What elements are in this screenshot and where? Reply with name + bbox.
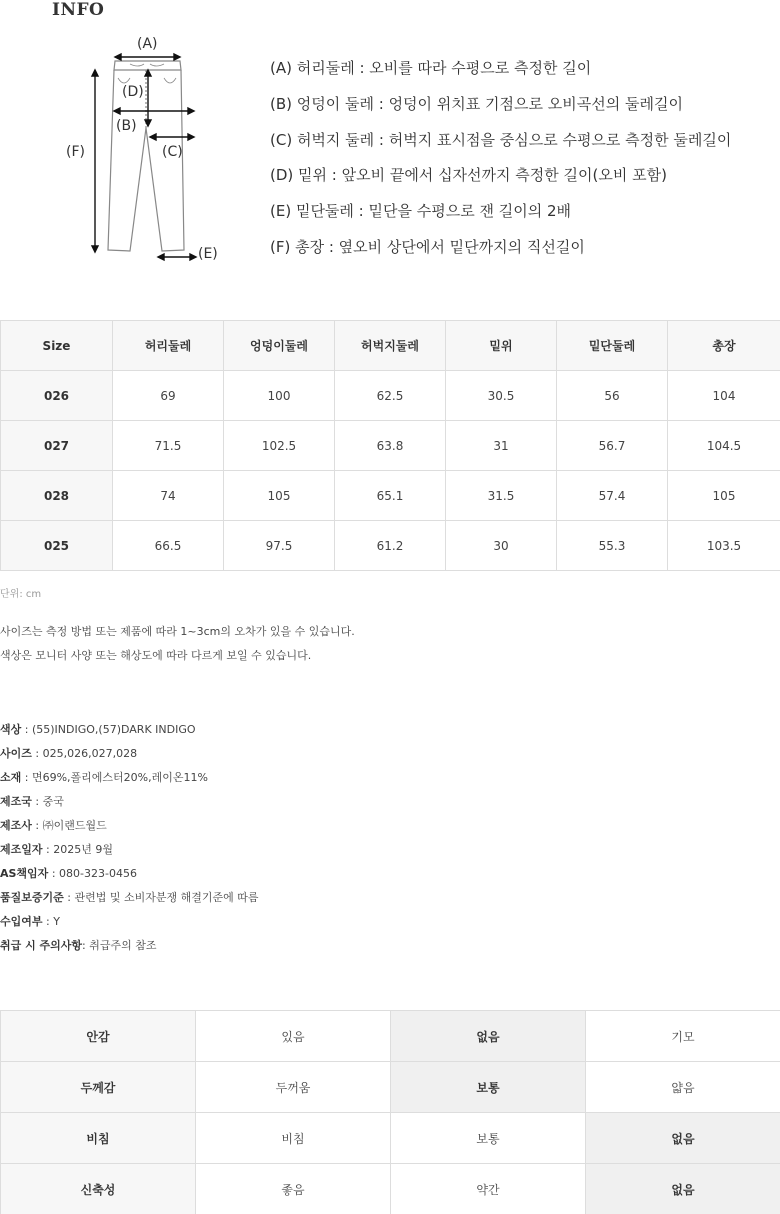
legend-item-b: (B) 엉덩이 둘레 : 엉덩이 위치표 기점으로 오비곡선의 둘레길이 (270, 94, 683, 113)
header-hip: 엉덩이둘레 (224, 321, 335, 371)
spec-row: 품질보증기준 : 관련법 및 소비자분쟁 해결기준에 따름 (0, 891, 259, 904)
page-title: INFO (52, 0, 105, 20)
table-cell: 104.5 (668, 421, 780, 471)
spec-value: 080-323-0456 (59, 867, 137, 880)
feel-option: 있음 (196, 1011, 391, 1062)
spec-value: 취급주의 참조 (89, 939, 157, 952)
table-cell: 62.5 (335, 371, 446, 421)
product-specs (0, 722, 258, 962)
table-cell: 74 (113, 471, 224, 521)
header-size: Size (1, 321, 113, 371)
legend-item-d: (D) 밑위 : 앞오비 끝에서 십자선까지 측정한 길이(오비 포함) (270, 166, 667, 185)
table-cell: 56 (557, 371, 668, 421)
legend-item-e: (E) 밑단둘레 : 밑단을 수평으로 잰 길이의 2배 (270, 202, 571, 221)
size-table (0, 320, 780, 571)
measurement-legend (270, 57, 731, 272)
table-cell: 31.5 (446, 471, 557, 521)
spec-value: ㈜이랜드월드 (42, 819, 107, 832)
table-cell: 66.5 (113, 521, 224, 571)
feel-option-selected: 없음 (586, 1164, 780, 1214)
table-cell: 104 (668, 371, 780, 421)
note-line: 사이즈는 측정 방법 또는 제품에 따라 1~3cm의 오차가 있을 수 있습니다. (0, 625, 355, 638)
spec-row: 색상 : (55)INDIGO,(57)DARK INDIGO (0, 723, 196, 736)
table-row (1, 371, 780, 421)
feel-option: 보통 (391, 1113, 586, 1164)
spec-value: 중국 (42, 795, 64, 808)
feel-option-selected: 없음 (586, 1113, 780, 1164)
spec-row: 취급 시 주의사항: 취급주의 참조 (0, 939, 157, 952)
feel-label: 두께감 (1, 1062, 196, 1113)
spec-key: 수입여부 (0, 915, 43, 928)
spec-key: 색상 (0, 723, 22, 736)
feel-label: 비침 (1, 1113, 196, 1164)
feel-row-lining (1, 1011, 780, 1062)
spec-row: 제조사 : ㈜이랜드월드 (0, 819, 107, 832)
diagram-label-b: (B) (116, 118, 137, 134)
size-cell: 027 (1, 421, 113, 471)
diagram-label-d: (D) (122, 84, 144, 100)
size-cell: 025 (1, 521, 113, 571)
table-cell: 102.5 (224, 421, 335, 471)
unit-note: 단위: cm (0, 589, 42, 600)
size-table-header (1, 321, 780, 371)
spec-row: 제조국 : 중국 (0, 795, 64, 808)
diagram-label-f: (F) (66, 144, 85, 160)
table-cell: 55.3 (557, 521, 668, 571)
spec-key: 품질보증기준 (0, 891, 64, 904)
table-cell: 57.4 (557, 471, 668, 521)
note-line: 색상은 모니터 사양 또는 해상도에 따라 다르게 보일 수 있습니다. (0, 649, 312, 662)
legend-item-c: (C) 허벅지 둘레 : 허벅지 표시점을 중심으로 수평으로 측정한 둘레길이 (270, 130, 732, 149)
table-cell: 105 (668, 471, 780, 521)
legend-item-a: (A) 허리둘레 : 오비를 따라 수평으로 측정한 길이 (270, 59, 592, 77)
header-thigh: 허벅지둘레 (335, 321, 446, 371)
table-cell: 31 (446, 421, 557, 471)
feel-option: 얇음 (586, 1062, 780, 1113)
spec-row: 사이즈 : 025,026,027,028 (0, 747, 138, 760)
table-cell: 69 (113, 371, 224, 421)
size-cell: 028 (1, 471, 113, 521)
table-cell: 65.1 (335, 471, 446, 521)
feel-option: 약간 (391, 1164, 586, 1214)
spec-key: 제조사 (0, 819, 32, 832)
feel-label: 안감 (1, 1011, 196, 1062)
header-length: 총장 (668, 321, 780, 371)
spec-key: 제조일자 (0, 843, 43, 856)
diagram-label-a: (A) (137, 36, 158, 52)
feel-option: 기모 (586, 1011, 780, 1062)
table-row (1, 471, 780, 521)
table-cell: 56.7 (557, 421, 668, 471)
spec-value: 면69%,폴리에스터20%,레이온11% (31, 771, 208, 784)
feel-option: 두꺼움 (196, 1062, 391, 1113)
table-cell: 63.8 (335, 421, 446, 471)
table-cell: 71.5 (113, 421, 224, 471)
legend-item-f: (F) 총장 : 옆오비 상단에서 밑단까지의 직선길이 (270, 237, 585, 256)
feel-row-sheerness (1, 1113, 780, 1164)
feel-label: 신축성 (1, 1164, 196, 1214)
spec-key: 사이즈 (0, 747, 32, 760)
feel-row-thickness (1, 1062, 780, 1113)
feel-option-selected: 보통 (391, 1062, 586, 1113)
header-rise: 밑위 (446, 321, 557, 371)
feel-option: 비침 (196, 1113, 391, 1164)
feel-row-stretch (1, 1164, 780, 1214)
table-cell: 61.2 (335, 521, 446, 571)
spec-value: Y (53, 915, 60, 928)
spec-key: 취급 시 주의사항 (0, 939, 83, 952)
spec-row: 제조일자 : 2025년 9월 (0, 843, 113, 856)
spec-key: 제조국 (0, 795, 32, 808)
table-row (1, 521, 780, 571)
spec-key: 소재 (0, 771, 22, 784)
spec-key: AS책임자 (0, 867, 49, 880)
spec-value: 2025년 9월 (53, 843, 113, 856)
spec-row: 수입여부 : Y (0, 915, 60, 928)
feel-option-selected: 없음 (391, 1011, 586, 1062)
diagram-label-c: (C) (162, 144, 183, 160)
diagram-label-e: (E) (198, 246, 218, 262)
feel-option: 좋음 (196, 1164, 391, 1214)
table-cell: 30.5 (446, 371, 557, 421)
header-hem: 밑단둘레 (557, 321, 668, 371)
spec-value: 관련법 및 소비자분쟁 해결기준에 따름 (74, 891, 259, 904)
spec-row: 소재 : 면69%,폴리에스터20%,레이온11% (0, 771, 208, 784)
table-cell: 97.5 (224, 521, 335, 571)
table-cell: 100 (224, 371, 335, 421)
size-notes (0, 624, 355, 672)
spec-value: (55)INDIGO,(57)DARK INDIGO (31, 723, 196, 736)
table-cell: 105 (224, 471, 335, 521)
spec-value: 025,026,027,028 (42, 747, 138, 760)
pants-measurement-diagram (60, 28, 230, 273)
table-cell: 103.5 (668, 521, 780, 571)
spec-row: AS책임자 : 080-323-0456 (0, 867, 137, 880)
table-row (1, 421, 780, 471)
fabric-feel-table (0, 1010, 780, 1214)
size-cell: 026 (1, 371, 113, 421)
table-cell: 30 (446, 521, 557, 571)
header-waist: 허리둘레 (113, 321, 224, 371)
